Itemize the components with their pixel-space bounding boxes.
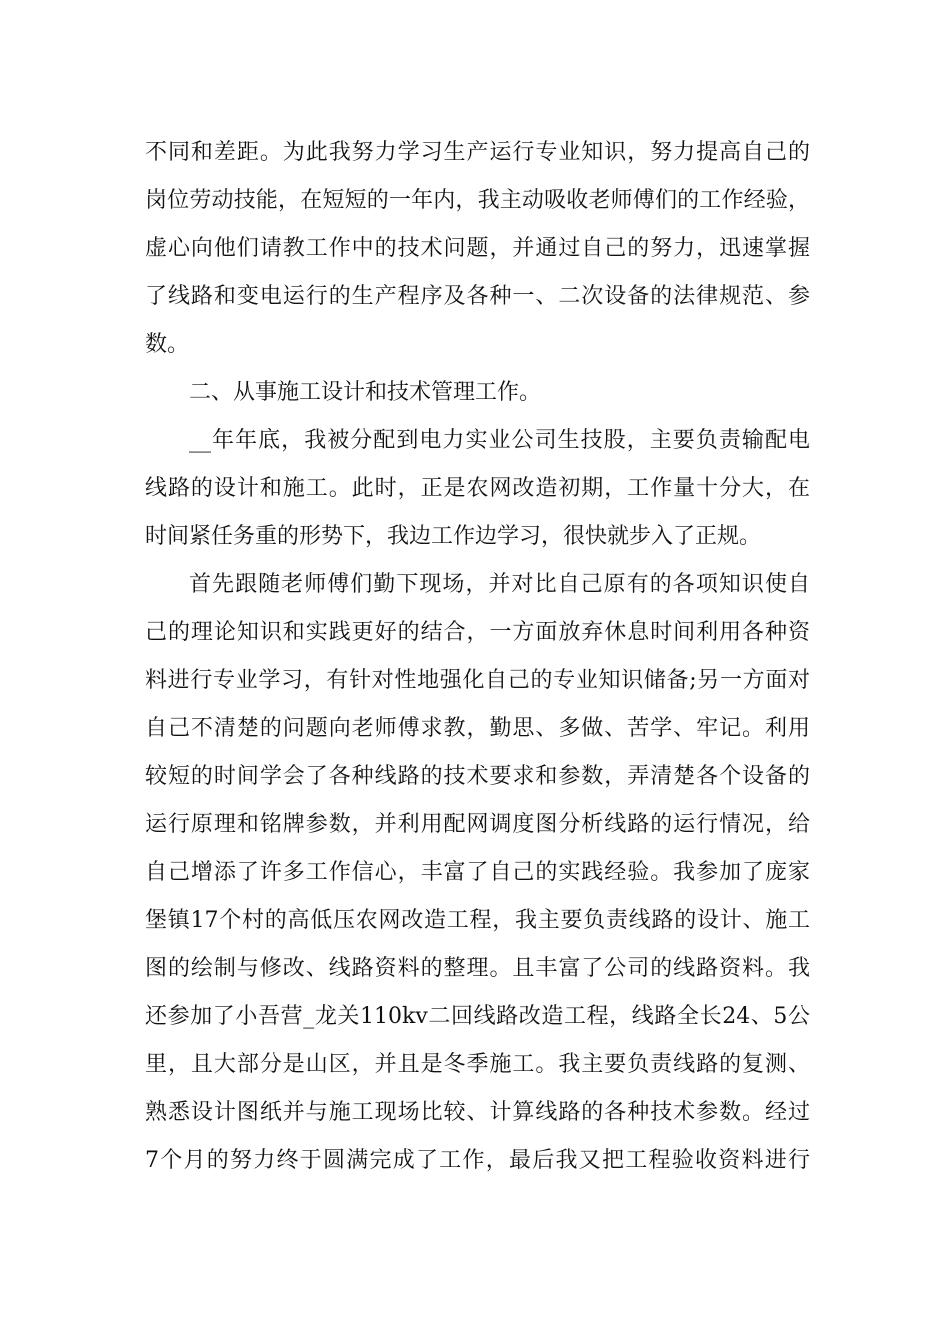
text-line: 了线路和变电运行的生产程序及各种一、二次设备的法律规范、参 [145,284,810,309]
text-line: 时间紧任务重的形势下，我边工作边学习，很快就步入了正规。 [145,524,762,549]
text-line: 堡镇17个村的高低压农网改造工程，我主要负责线路的设计、施工 [145,908,810,933]
text-line: 还参加了小吾营_龙关110kv二回线路改造工程，线路全长24、5公 [145,1004,810,1029]
text-line: 虚心向他们请教工作中的技术问题，并通过自己的努力，迅速掌握 [145,236,810,261]
text-line: 自己不清楚的问题向老师傅求教，勤思、多做、苦学、牢记。利用 [145,716,810,741]
text-line: 岗位劳动技能，在短短的一年内，我主动吸收老师傅们的工作经验， [145,188,810,213]
section-heading: 二、从事施工设计和技术管理工作。 [189,380,542,405]
text-line: __年年底，我被分配到电力实业公司生技股，主要负责输配电 [189,428,810,453]
text-line: 较短的时间学会了各种线路的技术要求和参数，弄清楚各个设备的 [145,764,810,789]
text-line: 首先跟随老师傅们勤下现场，并对比自己原有的各项知识使自 [189,572,810,597]
text-line: 图的绘制与修改、线路资料的整理。且丰富了公司的线路资料。我 [145,956,810,981]
document-body [145,129,810,1185]
text-line: 不同和差距。为此我努力学习生产运行专业知识，努力提高自己的 [145,140,810,165]
text-line: 线路的设计和施工。此时，正是农网改造初期，工作量十分大，在 [145,476,810,501]
text-line: 运行原理和铭牌参数，并利用配网调度图分析线路的运行情况，给 [145,812,810,837]
text-line: 熟悉设计图纸并与施工现场比较、计算线路的各种技术参数。经过 [145,1100,810,1125]
text-line: 7个月的努力终于圆满完成了工作，最后我又把工程验收资料进行 [145,1148,810,1173]
text-line: 自己增添了许多工作信心，丰富了自己的实践经验。我参加了庞家 [145,860,810,885]
text-line: 数。 [145,332,190,357]
text-line: 里，且大部分是山区，并且是冬季施工。我主要负责线路的复测、 [145,1052,810,1077]
text-line: 料进行专业学习，有针对性地强化自己的专业知识储备;另一方面对 [145,668,810,693]
text-line: 己的理论知识和实践更好的结合，一方面放弃休息时间利用各种资 [145,620,810,645]
